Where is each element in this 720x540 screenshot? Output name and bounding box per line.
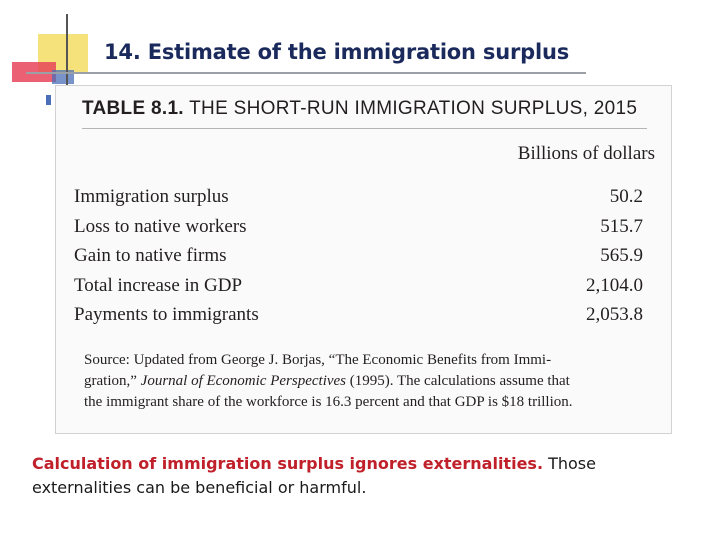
- table-image: [55, 85, 672, 434]
- row-label: Payments to immigrants: [74, 304, 259, 325]
- table-body: [74, 186, 643, 334]
- slide-title: 14. Estimate of the immigration surplus: [104, 40, 569, 64]
- row-value: 565.9: [600, 245, 643, 266]
- title-underline: [26, 72, 586, 74]
- source-text: gration,”: [84, 373, 141, 389]
- row-label: Loss to native workers: [74, 215, 247, 237]
- table-title: THE SHORT-RUN IMMIGRATION SURPLUS, 2015: [189, 98, 638, 119]
- row-value: 2,053.8: [586, 304, 643, 325]
- table-row: [74, 216, 643, 246]
- table-rule: [82, 128, 647, 129]
- table-units: Billions of dollars: [517, 143, 655, 164]
- bullet-icon: [46, 95, 51, 105]
- table-row: [74, 186, 643, 216]
- table-number: TABLE 8.1.: [82, 98, 184, 119]
- note-emphasis: Calculation of immigration surplus ignores externalities.: [32, 454, 544, 473]
- table-row: [74, 245, 643, 275]
- note-rest: Those externalities can be beneficial or harmful.: [32, 454, 596, 497]
- row-label: Immigration surplus: [74, 186, 229, 207]
- row-value: 50.2: [609, 186, 643, 207]
- decorative-vertical-line: [66, 14, 68, 96]
- table-source-note: [84, 350, 656, 413]
- source-line: the immigrant share of the workforce is 16.3 percent and that GDP is $18 trillion.: [84, 394, 573, 410]
- journal-title: Journal of Economic Perspectives: [140, 373, 347, 389]
- source-line: [84, 371, 656, 392]
- source-line: Source: Updated from George J. Borjas, “The Economic Benefits from Immi-: [84, 352, 552, 368]
- row-value: 515.7: [600, 215, 643, 237]
- note-text: [32, 452, 692, 500]
- row-value: 2,104.0: [586, 274, 643, 296]
- source-text: (1995). The calculations assume that: [346, 373, 570, 389]
- table-row: [74, 304, 643, 334]
- table-heading: [82, 98, 637, 120]
- table-row: [74, 275, 643, 305]
- row-label: Total increase in GDP: [74, 274, 243, 296]
- row-label: Gain to native firms: [74, 245, 227, 266]
